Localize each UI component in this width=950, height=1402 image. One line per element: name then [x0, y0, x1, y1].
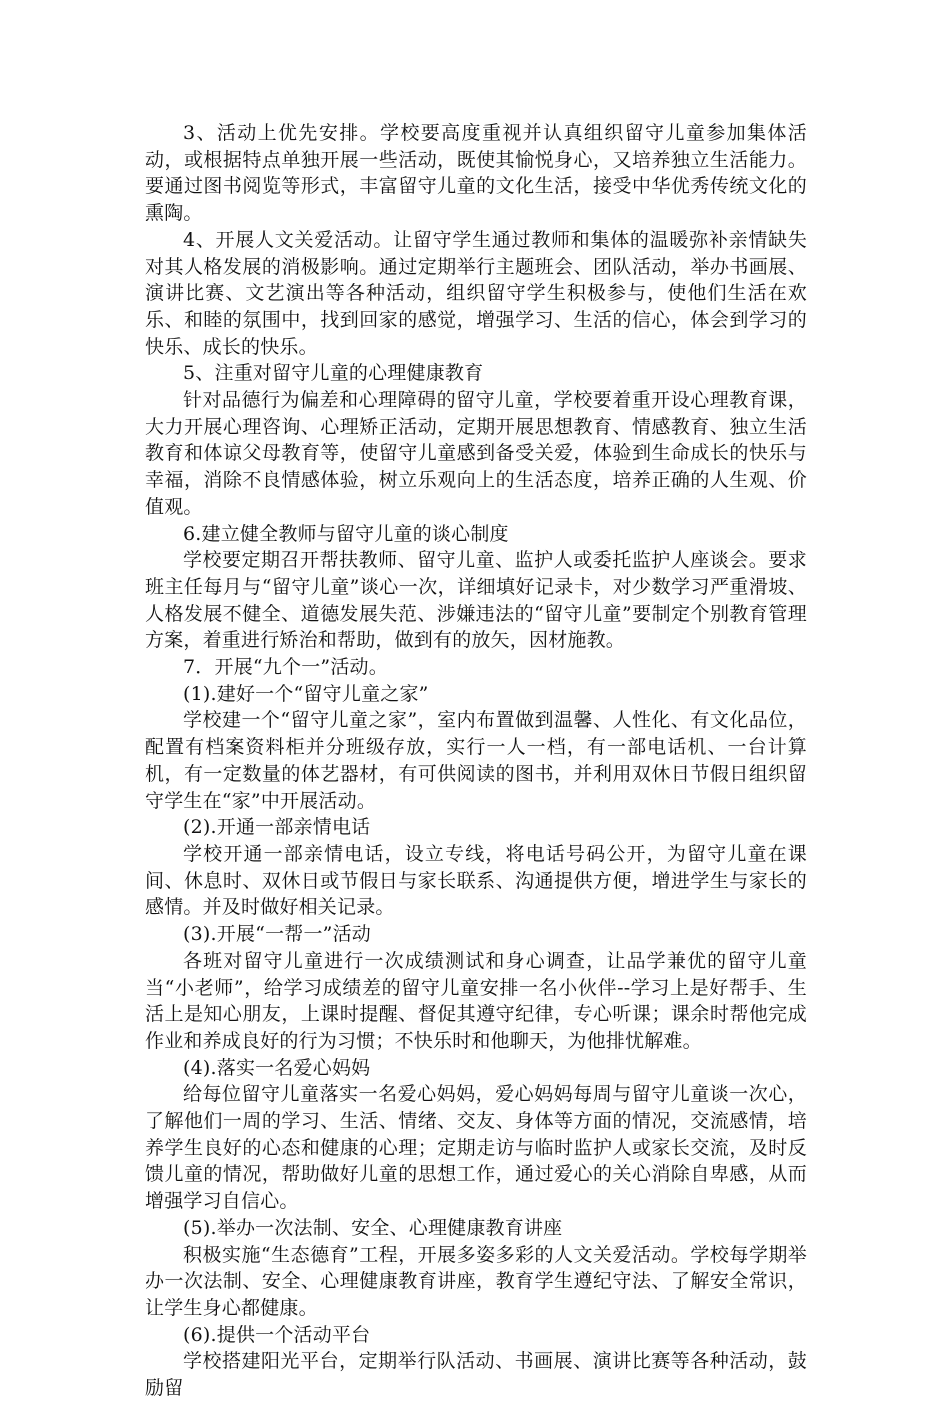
paragraph-phone: 学校开通一部亲情电话，设立专线，将电话号码公开，为留守儿童在课间、休息时、双休日或节假日与家长联系、沟通提供方便，增进学生与家长的感情。并及时做好相关记录。: [145, 842, 807, 919]
paragraph-mental-health: 针对品德行为偏差和心理障碍的留守儿童，学校要着重开设心理教育课，大力开展心理咨询、心理矫正活动，定期开展思想教育、情感教育、独立生活教育和体谅父母教育等，使留守儿童感到备受关爱，体验到生命成长的快乐与幸福，消除不良情感体验，树立乐观向上的生活态度，培养正确的人生观、价值观。: [145, 389, 807, 518]
heading-caring-mother: (4).落实一名爱心妈妈: [183, 1056, 371, 1079]
heading-mental-health: 5、注重对留守儿童的心理健康教育: [183, 362, 484, 385]
paragraph-platform: 学校搭建阳光平台，定期举行队活动、书画展、演讲比赛等各种活动，鼓励留: [145, 1350, 807, 1400]
document-page: [145, 120, 807, 1402]
heading-one-help-one: (3).开展“一帮一”活动: [183, 923, 371, 946]
paragraph-caring-mother: 给每位留守儿童落实一名爱心妈妈，爱心妈妈每周与留守儿童谈一次心，了解他们一周的学习、生活、情绪、交友、身体等方面的情况，交流感情，培养学生良好的心态和健康的心理；定期走访与临时监护人或家长交流，及时反馈儿童的情况，帮助做好儿童的思想工作，通过爱心的关心消除自卑感，从而增强学习自信心。: [145, 1083, 807, 1213]
heading-platform: (6).提供一个活动平台: [183, 1323, 371, 1346]
paragraph-activity-priority: 3、活动上优先安排。学校要高度重视并认真组织留守儿童参加集体活动，或根据特点单独开展一些活动，既使其愉悦身心，又培养独立生活能力。要通过图书阅览等形式，丰富留守儿童的文化生活，接受中华优秀传统文化的熏陶。: [145, 122, 807, 225]
heading-nine-ones: 7．开展“九个一”活动。: [183, 656, 388, 679]
paragraph-talk-system: 学校要定期召开帮扶教师、留守儿童、监护人或委托监护人座谈会。要求班主任每月与“留守儿童”谈心一次，详细填好记录卡，对少数学习严重滑坡、人格发展不健全、道德发展失范、涉嫌违法的“留守儿童”要制定个别教育管理方案，着重进行矫治和帮助，做到有的放矢，因材施教。: [145, 549, 807, 652]
paragraph-one-help-one: 各班对留守儿童进行一次成绩测试和身心调查，让品学兼优的留守儿童当“小老师”，给学习成绩差的留守儿童安排一名小伙伴--学习上是好帮手、生活上是知心朋友，上课时提醒、督促其遵守纪律，专心听课；课余时帮他完成作业和养成良好的行为习惯；不快乐时和他聊天，为他排忧解难。: [145, 949, 807, 1052]
paragraph-humanistic-care: 4、开展人文关爱活动。让留守学生通过教师和集体的温暖弥补亲情缺失对其人格发展的消极影响。通过定期举行主题班会、团队活动，举办书画展、演讲比赛、文艺演出等各种活动，组织留守学生积极参与，使他们生活在欢乐、和睦的氛围中，找到回家的感觉，增强学习、生活的信心，体会到学习的快乐、成长的快乐。: [145, 228, 807, 358]
heading-lecture: (5).举办一次法制、安全、心理健康教育讲座: [183, 1216, 563, 1239]
paragraph-lecture: 积极实施“生态德育”工程，开展多姿多彩的人文关爱活动。学校每学期举办一次法制、安全、心理健康教育讲座，教育学生遵纪守法、了解安全常识，让学生身心都健康。: [145, 1243, 807, 1319]
heading-phone: (2).开通一部亲情电话: [183, 816, 371, 839]
heading-home: (1).建好一个“留守儿童之家”: [183, 682, 429, 705]
paragraph-home: 学校建一个“留守儿童之家”，室内布置做到温馨、人性化、有文化品位，配置有档案资料柜并分班级存放，实行一人一档，有一部电话机、一台计算机，有一定数量的体艺器材，有可供阅读的图书，并利用双休日节假日组织留守学生在“家”中开展活动。: [145, 709, 807, 812]
heading-talk-system: 6.建立健全教师与留守儿童的谈心制度: [183, 522, 509, 545]
